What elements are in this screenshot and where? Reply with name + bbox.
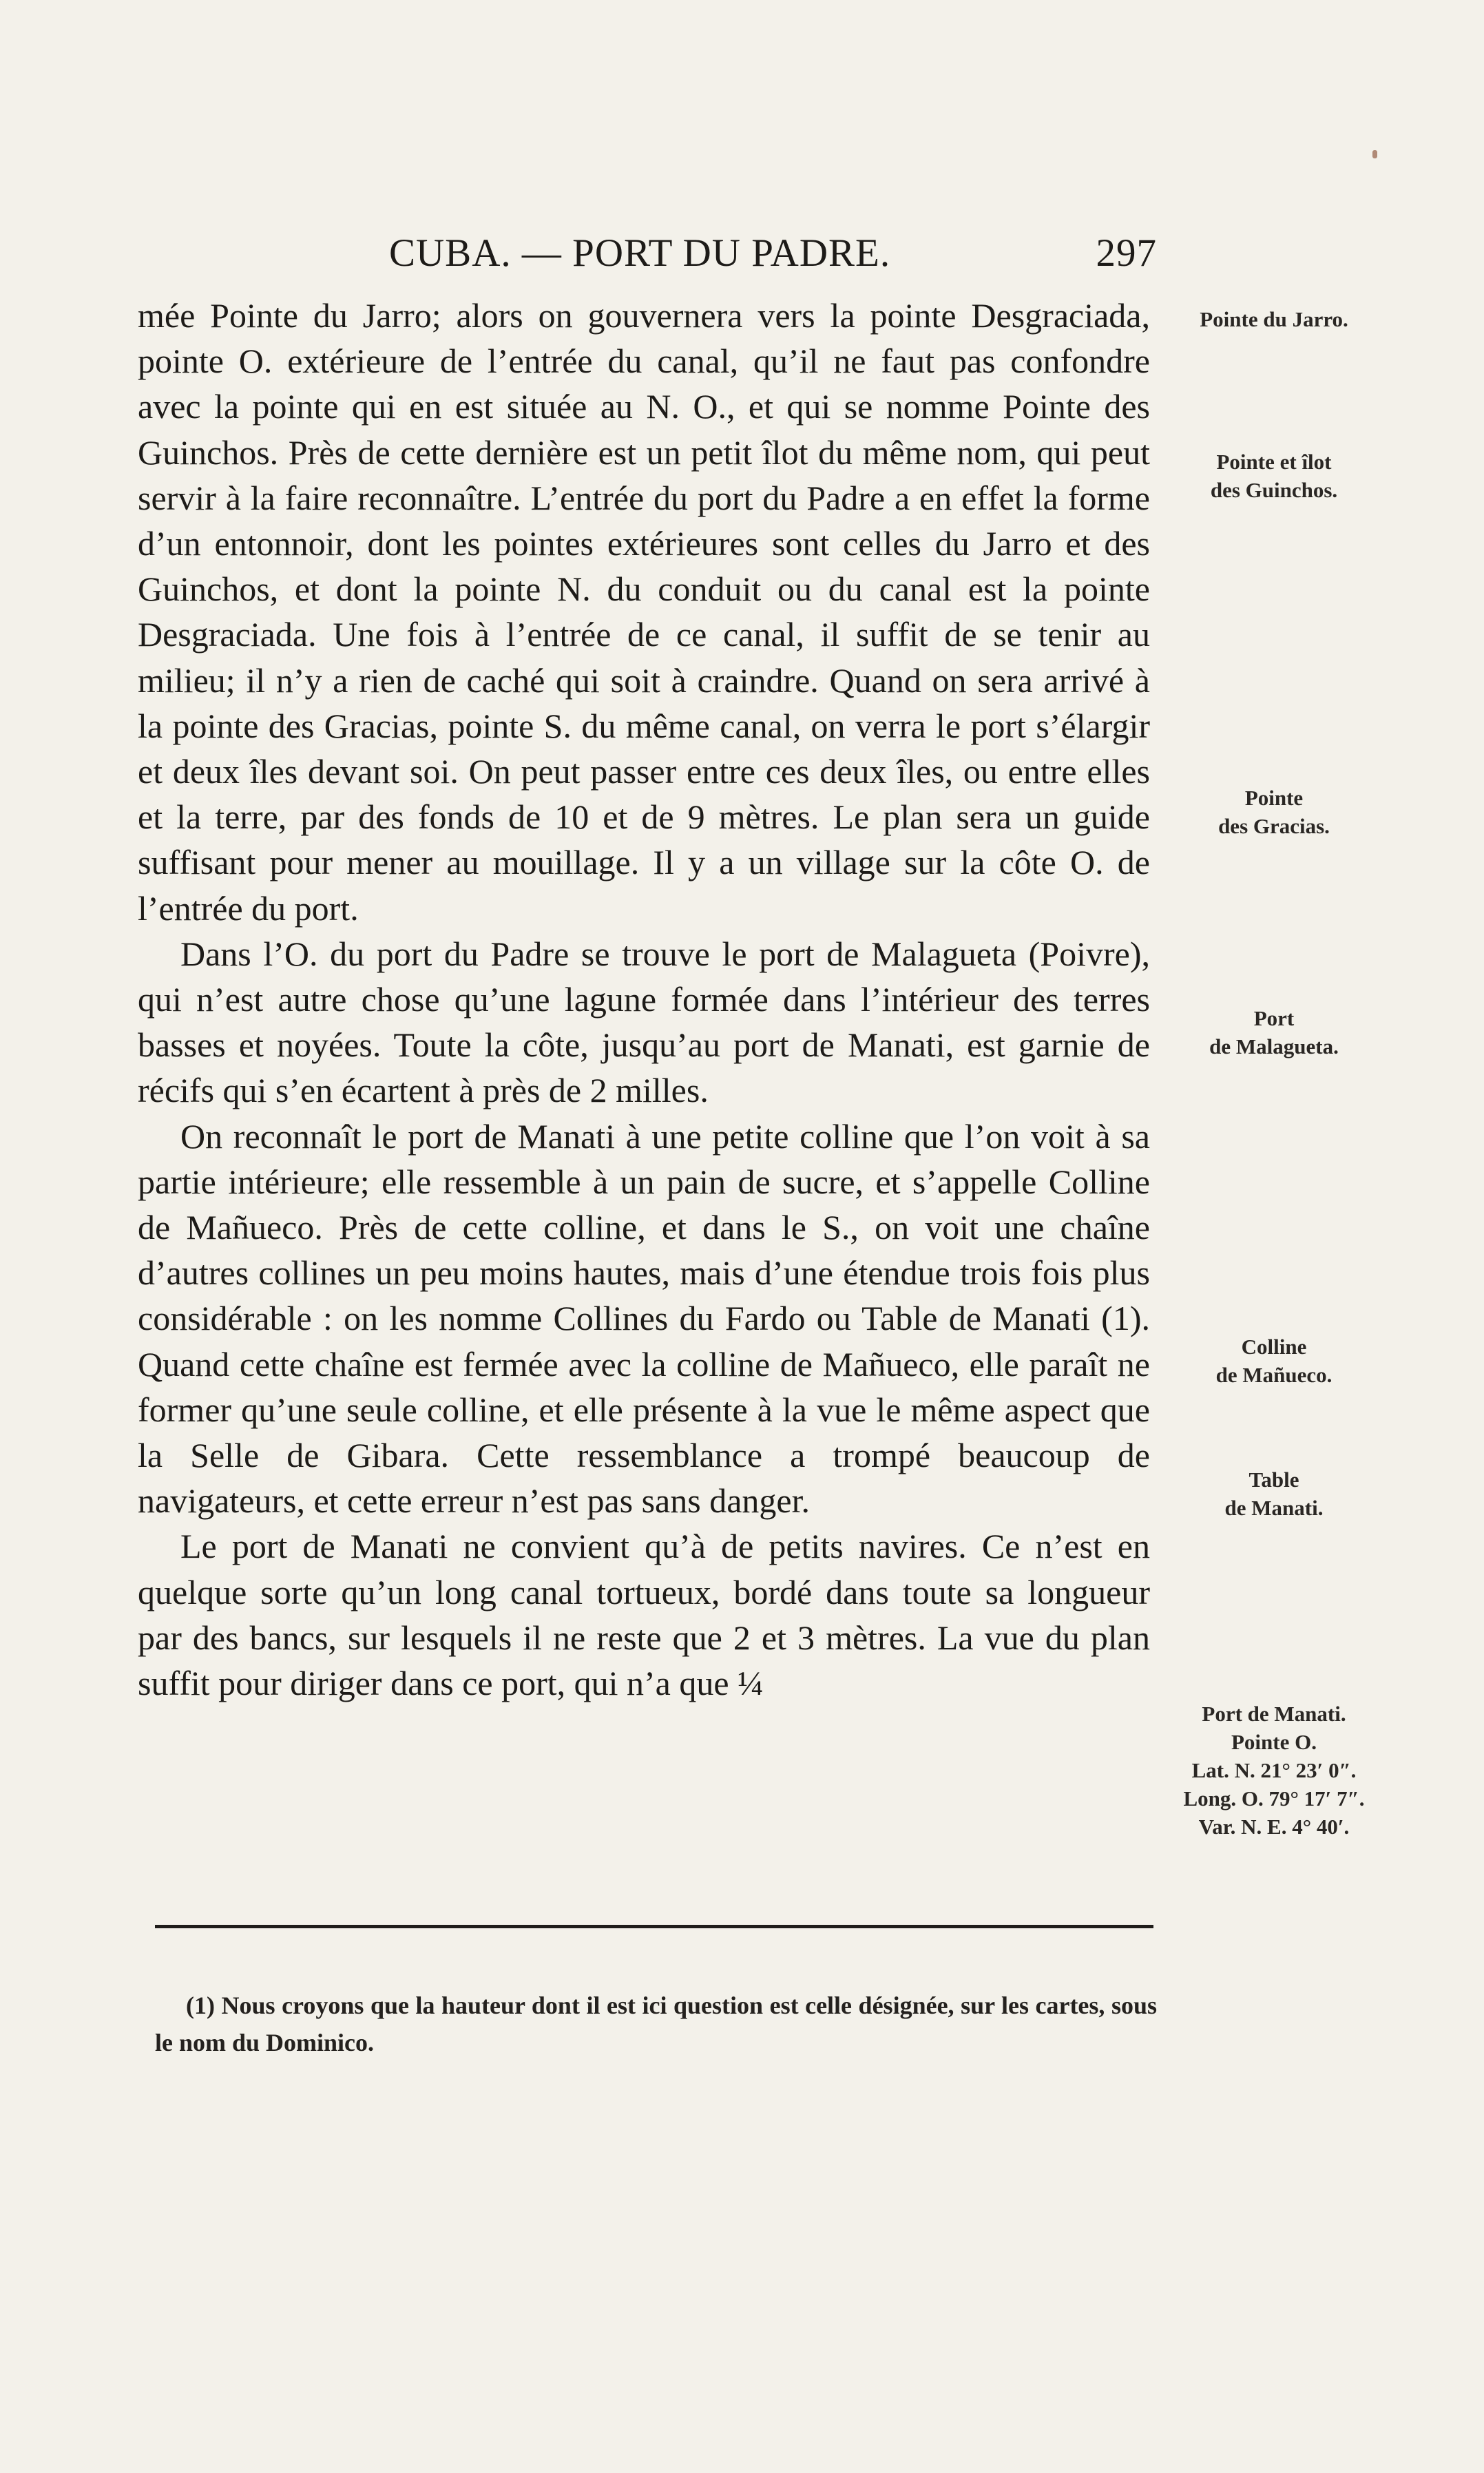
footnote-text: Nous croyons que la hauteur dont il est ici question est celle désignée, sur les cartes, sous le nom du Dominico.	[155, 1992, 1157, 2056]
page-number: 297	[1096, 231, 1157, 275]
margin-note-line: Port	[1253, 1006, 1295, 1030]
margin-note-line: de Malagueta.	[1209, 1034, 1339, 1058]
margin-note-malagueta	[1157, 1004, 1391, 1061]
margin-note-line: Lat. N. 21° 23′ 0″.	[1191, 1758, 1357, 1782]
footnote-divider	[155, 1925, 1153, 1928]
margin-note-pointe-du-jarro	[1157, 305, 1391, 333]
margin-note-line: Pointe O.	[1231, 1730, 1317, 1754]
footnote-marker: (1)	[186, 1992, 215, 2019]
margin-note-line: de Mañueco.	[1215, 1363, 1333, 1387]
margin-note-line: Pointe et îlot	[1216, 450, 1332, 474]
margin-note-manueco	[1157, 1333, 1391, 1389]
paragraph-4: Le port de Manati ne convient qu’à de petits navires. Ce n’est en quelque sorte qu’un long canal tortueux, bordé dans toute sa longueur par des bancs, sur lesquels il ne reste que 2 et 3 mètres. La vue du plan suffit pour diriger dans ce port, qui n’a que ¼	[138, 1527, 1150, 1703]
margin-notes	[1157, 0, 1391, 1928]
margin-note-line: des Guinchos.	[1210, 478, 1338, 502]
margin-note-port-manati	[1157, 1700, 1391, 1841]
margin-note-guinchos	[1157, 448, 1391, 504]
running-title: CUBA. — PORT DU PADRE.	[389, 231, 891, 275]
margin-note-gracias	[1157, 784, 1391, 840]
paragraph-2: Dans l’O. du port du Padre se trouve le port de Malagueta (Poivre), qui n’est autre chose qu’une lagune formée dans l’intérieur des terres basses et noyées. Toute la côte, jusqu’au port de Manati, est garnie de récifs qui s’en écartent à près de 2 milles.	[138, 934, 1150, 1110]
margin-note-line: Port de Manati.	[1202, 1702, 1346, 1726]
main-text	[138, 293, 1150, 1706]
margin-note-line: Var. N. E. 4° 40′.	[1198, 1815, 1350, 1839]
margin-note-line: Pointe du Jarro.	[1200, 307, 1348, 331]
margin-note-line: Long. O. 79° 17′ 7″.	[1183, 1786, 1365, 1811]
margin-note-line: Colline	[1241, 1335, 1307, 1359]
margin-note-table-manati	[1157, 1465, 1391, 1522]
footnote	[155, 1987, 1157, 2061]
margin-note-line: Table	[1248, 1468, 1299, 1492]
margin-note-line: Pointe	[1244, 786, 1304, 810]
margin-note-line: des Gracias.	[1218, 814, 1330, 838]
margin-note-line: de Manati.	[1224, 1496, 1324, 1520]
paragraph-1: mée Pointe du Jarro; alors on gouvernera vers la pointe Desgraciada, pointe O. extérieure de l’entrée du canal, qu’il ne faut pas confondre avec la pointe qui en est située au N. O., et qui se nomme Pointe des Guinchos. Près de cette dernière est un petit îlot du même nom, qui peut servir à la faire reconnaître. L’entrée du port du Padre a en effet la forme d’un entonnoir, dont les pointes extérieures sont celles du Jarro et des Guinchos, et dont la pointe N. du conduit ou du canal est la pointe Desgraciada. Une fois à l’entrée de ce canal, il suffit de se tenir au milieu; il n’y a rien de caché qui soit à craindre. Quand on sera arrivé à la pointe des Gracias, pointe S. du même canal, on verra le port s’élargir et deux îles devant soi. On peut passer entre ces deux îles, ou entre elles et la terre, par des fonds de 10 et de 9 mètres. Le plan sera un guide suffisant pour mener au mouillage. Il y a un village sur la côte O. de l’entrée du port.	[138, 296, 1150, 928]
running-head	[179, 225, 1157, 280]
paragraph-3: On reconnaît le port de Manati à une petite colline que l’on voit à sa partie intérieure; elle ressemble à un pain de sucre, et s’appelle Colline de Mañueco. Près de cette colline, et dans le S., on voit une chaîne d’autres collines un peu moins hautes, mais d’une étendue trois fois plus considérable : on les nomme Collines du Fardo ou Table de Manati (1). Quand cette chaîne est fermée avec la colline de Mañueco, elle paraît ne former qu’une seule colline, et elle présente à la vue le même aspect que la Selle de Gibara. Cette ressemblance a trompé beaucoup de navigateurs, et cette erreur n’est pas sans danger.	[138, 1116, 1150, 1521]
